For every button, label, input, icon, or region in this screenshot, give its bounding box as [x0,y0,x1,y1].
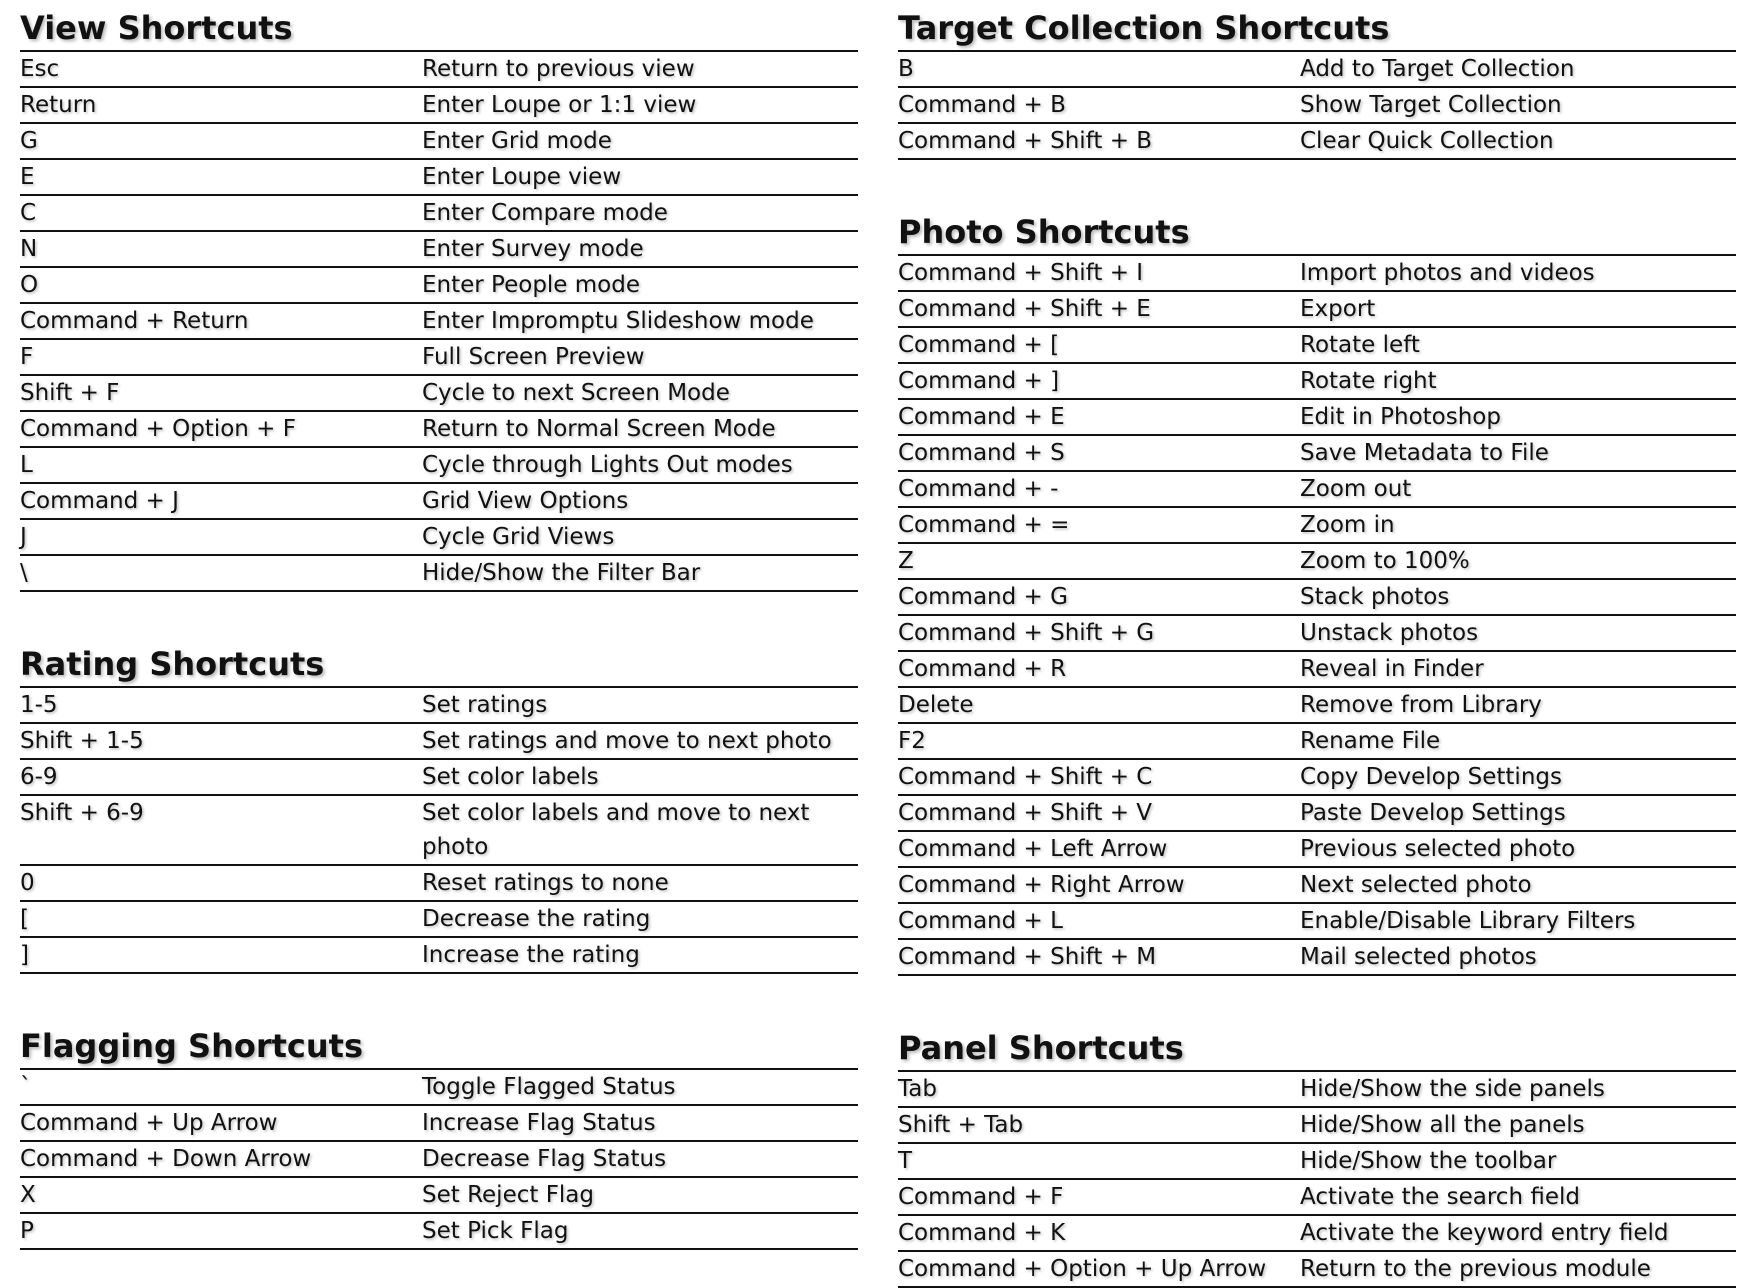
shortcut-description: Cycle to next Screen Mode [422,380,730,406]
shortcut-description: Zoom out [1300,476,1412,502]
section-title: Panel Shortcuts [898,1028,1736,1072]
shortcut-key: Command + Left Arrow [898,836,1168,862]
shortcut-row [898,832,1736,868]
shortcut-key: J [20,524,27,550]
shortcut-row [20,1178,858,1214]
shortcut-key: T [898,1148,913,1174]
shortcut-key: 6-9 [20,764,58,790]
shortcut-row [20,688,858,724]
shortcut-key: P [20,1218,34,1244]
shortcut-key: Command + - [898,476,1059,502]
view-rows [20,52,858,592]
shortcut-key: B [898,56,914,82]
shortcut-description: Remove from Library [1300,692,1542,718]
shortcut-key: [ [20,906,29,932]
shortcut-description: Cycle through Lights Out modes [422,452,793,478]
photo-shortcuts-section [898,212,1736,976]
shortcut-row [20,796,858,866]
shortcut-key: N [20,236,38,262]
shortcut-description: Hide/Show the side panels [1300,1076,1605,1102]
shortcut-description: Next selected photo [1300,872,1532,898]
shortcut-row [20,124,858,160]
shortcut-description: Export [1300,296,1376,322]
shortcut-row [898,508,1736,544]
shortcut-description: Activate the keyword entry field [1300,1220,1669,1246]
shortcut-row [898,1144,1736,1180]
shortcut-key: Command + J [20,488,179,514]
shortcut-key: Command + L [898,908,1063,934]
shortcut-row [898,88,1736,124]
panel-shortcuts-section [898,1028,1736,1288]
shortcut-key: Shift + Tab [898,1112,1024,1138]
shortcut-key: Command + E [898,404,1065,430]
shortcut-key: Command + Shift + C [898,764,1153,790]
shortcut-description: Set Reject Flag [422,1182,595,1208]
shortcut-row [898,1180,1736,1216]
shortcut-description: Set Pick Flag [422,1218,569,1244]
shortcut-key: Command + Shift + E [898,296,1151,322]
shortcut-description: Mail selected photos [1300,944,1537,970]
shortcut-description: Add to Target Collection [1300,56,1575,82]
shortcut-row [20,556,858,592]
shortcut-key: Command + Shift + G [898,620,1155,646]
shortcut-key: C [20,200,37,226]
rating-rows [20,688,858,974]
shortcut-key: Command + Right Arrow [898,872,1185,898]
shortcut-description: Enter Loupe view [422,164,622,190]
shortcut-row [898,400,1736,436]
shortcut-key: Command + Option + F [20,416,296,442]
flagging-shortcuts-section [20,1026,858,1250]
shortcut-description: Set color labels and move to next photo [422,800,810,860]
shortcut-row [20,88,858,124]
shortcut-key: Command + Down Arrow [20,1146,312,1172]
shortcut-description: Return to previous view [422,56,695,82]
shortcut-key: Command + [ [898,332,1060,358]
shortcut-row [20,268,858,304]
shortcut-key: 0 [20,870,35,896]
shortcut-description: Hide/Show all the panels [1300,1112,1585,1138]
shortcut-row [898,256,1736,292]
shortcut-row [20,1106,858,1142]
shortcut-row [20,938,858,974]
shortcut-description: Previous selected photo [1300,836,1576,862]
shortcut-key: 1-5 [20,692,58,718]
shortcut-row [898,1072,1736,1108]
shortcut-description: Decrease the rating [422,906,651,932]
shortcut-row [898,292,1736,328]
shortcut-description: Decrease Flag Status [422,1146,667,1172]
shortcut-description: Enter People mode [422,272,640,298]
shortcut-key: \ [20,560,28,586]
shortcut-key: Delete [898,692,974,718]
shortcut-row [898,652,1736,688]
shortcut-row [898,436,1736,472]
shortcut-description: Set ratings [422,692,548,718]
right-column [898,8,1736,1288]
shortcut-row [20,866,858,902]
shortcut-key: Return [20,92,97,118]
shortcut-row [898,904,1736,940]
shortcut-row [898,940,1736,976]
shortcut-description: Increase the rating [422,942,640,968]
shortcut-description: Set ratings and move to next photo [422,728,832,754]
shortcut-row [898,544,1736,580]
shortcut-key: Esc [20,56,60,82]
shortcut-key: Command + Option + Up Arrow [898,1256,1267,1282]
section-title: Target Collection Shortcuts [898,8,1736,52]
shortcut-row [898,364,1736,400]
shortcut-row [20,232,858,268]
shortcut-description: Stack photos [1300,584,1450,610]
shortcut-row [20,160,858,196]
target-rows [898,52,1736,160]
shortcut-row [20,902,858,938]
shortcut-key: Command + R [898,656,1067,682]
shortcut-key: O [20,272,39,298]
shortcut-row [898,472,1736,508]
shortcut-description: Return to Normal Screen Mode [422,416,776,442]
shortcut-description: Import photos and videos [1300,260,1595,286]
shortcut-key: Command + B [898,92,1066,118]
left-column [20,8,858,1250]
shortcut-description: Reset ratings to none [422,870,669,896]
view-shortcuts-section [20,8,858,592]
shortcut-description: Enter Compare mode [422,200,668,226]
shortcut-key: Z [898,548,914,574]
shortcut-description: Zoom in [1300,512,1395,538]
shortcut-description: Enable/Disable Library Filters [1300,908,1636,934]
shortcut-description: Rotate left [1300,332,1420,358]
shortcut-key: Command + Shift + M [898,944,1157,970]
rating-shortcuts-section [20,644,858,974]
shortcut-description: Save Metadata to File [1300,440,1549,466]
shortcut-key: Command + Shift + V [898,800,1153,826]
shortcut-description: Activate the search field [1300,1184,1580,1210]
shortcut-key: Command + K [898,1220,1066,1246]
shortcut-row [20,1070,858,1106]
shortcut-key: F2 [898,728,926,754]
shortcut-key: G [20,128,38,154]
shortcut-description: Set color labels [422,764,599,790]
shortcut-key: Command + Shift + B [898,128,1153,154]
flagging-rows [20,1070,858,1250]
shortcut-row [20,196,858,232]
shortcut-description: Full Screen Preview [422,344,645,370]
shortcut-row [898,580,1736,616]
shortcut-key: Shift + 6-9 [20,800,144,826]
shortcut-key: L [20,452,33,478]
shortcut-description: Hide/Show the Filter Bar [422,560,701,586]
shortcut-row [20,448,858,484]
shortcut-row [898,616,1736,652]
shortcut-description: Copy Develop Settings [1300,764,1562,790]
shortcut-row [20,304,858,340]
shortcut-key: Shift + F [20,380,120,406]
shortcut-description: Cycle Grid Views [422,524,615,550]
shortcut-key: Command + ] [898,368,1060,394]
section-title: Flagging Shortcuts [20,1026,858,1070]
shortcut-description: Toggle Flagged Status [422,1074,676,1100]
shortcut-key: F [20,344,34,370]
section-title: View Shortcuts [20,8,858,52]
shortcut-description: Edit in Photoshop [1300,404,1501,430]
shortcut-key: X [20,1182,36,1208]
shortcut-row [898,1216,1736,1252]
shortcut-row [898,688,1736,724]
shortcut-row [20,52,858,88]
shortcut-key: E [20,164,35,190]
shortcut-row [898,868,1736,904]
shortcut-key: ` [20,1074,32,1100]
shortcut-description: Increase Flag Status [422,1110,656,1136]
shortcut-description: Enter Survey mode [422,236,644,262]
shortcut-description: Rename File [1300,728,1441,754]
shortcut-description: Enter Impromptu Slideshow mode [422,308,814,334]
shortcut-row [20,376,858,412]
photo-rows [898,256,1736,976]
shortcut-key: Command + S [898,440,1065,466]
shortcut-description: Rotate right [1300,368,1437,394]
shortcut-key: Command + Up Arrow [20,1110,278,1136]
shortcut-key: Command + = [898,512,1070,538]
shortcut-row [20,760,858,796]
shortcut-key: ] [20,942,29,968]
shortcut-description: Reveal in Finder [1300,656,1484,682]
shortcut-row [898,1252,1736,1288]
shortcut-description: Hide/Show the toolbar [1300,1148,1557,1174]
shortcut-key: Command + F [898,1184,1064,1210]
shortcut-row [898,52,1736,88]
shortcut-description: Unstack photos [1300,620,1479,646]
shortcut-description: Return to the previous module [1300,1256,1651,1282]
section-title: Photo Shortcuts [898,212,1736,256]
shortcut-description: Paste Develop Settings [1300,800,1566,826]
target-collection-shortcuts-section [898,8,1736,160]
shortcut-row [898,796,1736,832]
shortcut-key: Shift + 1-5 [20,728,144,754]
shortcut-row [20,340,858,376]
shortcut-row [898,124,1736,160]
shortcut-row [20,1142,858,1178]
shortcut-description: Show Target Collection [1300,92,1562,118]
shortcut-description: Enter Loupe or 1:1 view [422,92,697,118]
panel-rows [898,1072,1736,1288]
shortcut-key: Tab [898,1076,937,1102]
shortcut-description: Clear Quick Collection [1300,128,1554,154]
shortcut-row [20,520,858,556]
section-title: Rating Shortcuts [20,644,858,688]
shortcut-description: Zoom to 100% [1300,548,1470,574]
shortcut-row [20,724,858,760]
shortcut-description: Grid View Options [422,488,629,514]
shortcut-row [20,1214,858,1250]
shortcut-key: Command + Shift + I [898,260,1144,286]
shortcut-key: Command + G [898,584,1068,610]
shortcut-row [20,484,858,520]
shortcut-row [898,724,1736,760]
shortcut-row [898,1108,1736,1144]
shortcut-row [898,328,1736,364]
shortcut-key: Command + Return [20,308,249,334]
shortcut-description: Enter Grid mode [422,128,612,154]
shortcut-row [20,412,858,448]
shortcut-row [898,760,1736,796]
